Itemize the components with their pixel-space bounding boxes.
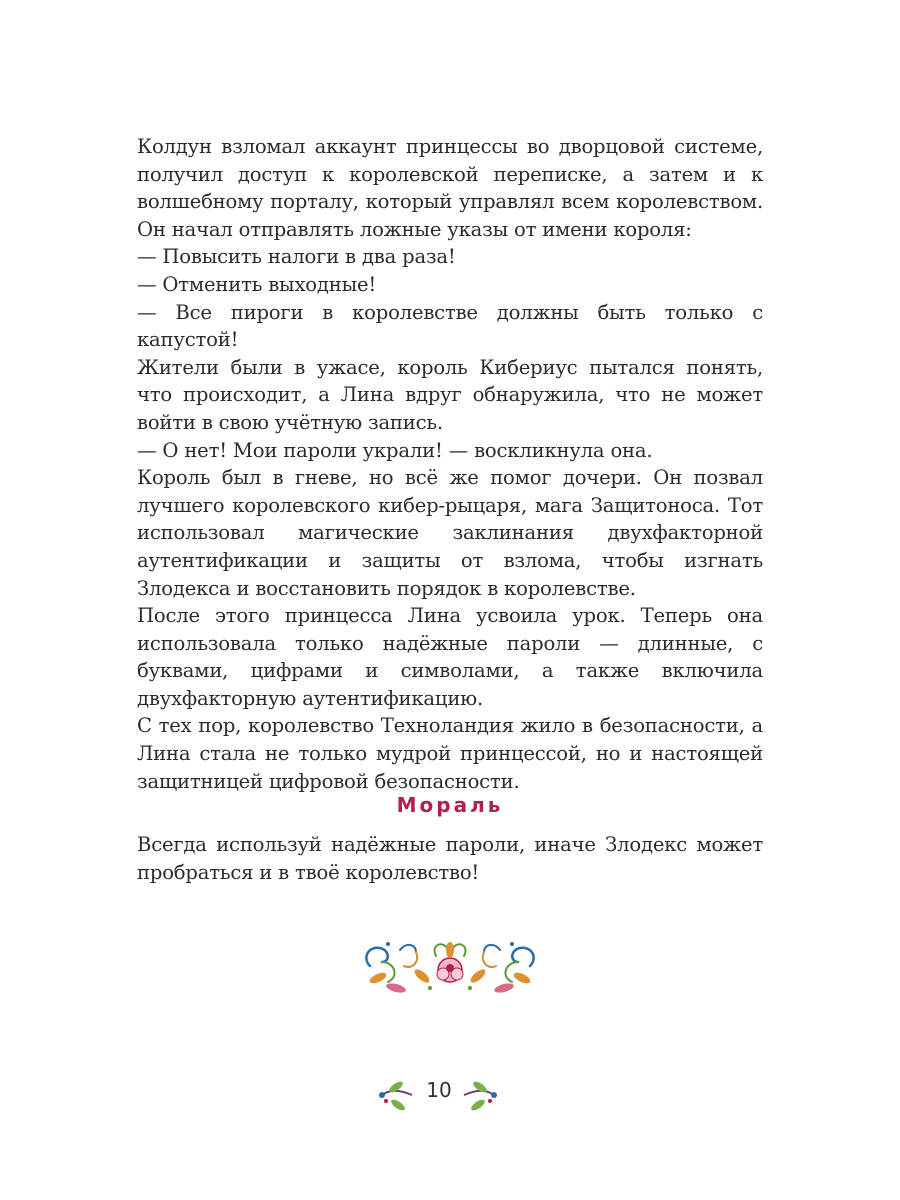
leaf-flourish-icon	[376, 1075, 416, 1113]
moral-text-block	[137, 831, 763, 886]
paragraph: Король был в гневе, но всё же помог дочери. Он позвал лучшего королевского кибер-рыцаря, мага Защитоноса. Тот использовал магические заклинания двухфакторной аутентификации и защиты от взлома, чтобы изгнать Злодекса и восстановить порядок в королевстве.	[137, 466, 763, 600]
dialogue-line: — Повысить налоги в два раза!	[137, 245, 456, 269]
story-text	[137, 133, 763, 795]
page-number: 10	[426, 1078, 452, 1102]
dialogue-line: — Отменить выходные!	[137, 272, 377, 296]
dialogue-line: — Все пироги в королевстве должны быть только с капустой!	[137, 300, 763, 352]
moral-heading: Мораль	[396, 793, 504, 817]
paragraph: С тех пор, королевство Техноландия жило в безопасности, а Лина стала не только мудрой принцессой, но и настоящей защитницей цифровой безопасности.	[137, 714, 763, 793]
dialogue-line: — О нет! Мои пароли украли! — воскликнула она.	[137, 438, 653, 462]
leaf-flourish-icon	[460, 1075, 500, 1113]
paragraph: Жители были в ужасе, король Кибериус пытался понять, что происходит, а Лина вдруг обнаружила, что не может войти в свою учётную запись.	[137, 355, 763, 434]
floral-ornament-icon	[360, 936, 540, 1000]
paragraph: После этого принцесса Лина усвоила урок. Теперь она использовала только надёжные пароли — длинные, с буквами, цифрами и символами, а также включила двухфакторную аутентификацию.	[137, 604, 763, 710]
moral-text: Всегда используй надёжные пароли, иначе Злодекс может пробраться и в твоё королевство!	[137, 833, 763, 884]
paragraph: Колдун взломал аккаунт принцессы во дворцовой системе, получил доступ к королевской переписке, а затем и к волшебному порталу, который управлял всем королевством. Он начал отправлять ложные указы от имени короля:	[137, 135, 763, 241]
